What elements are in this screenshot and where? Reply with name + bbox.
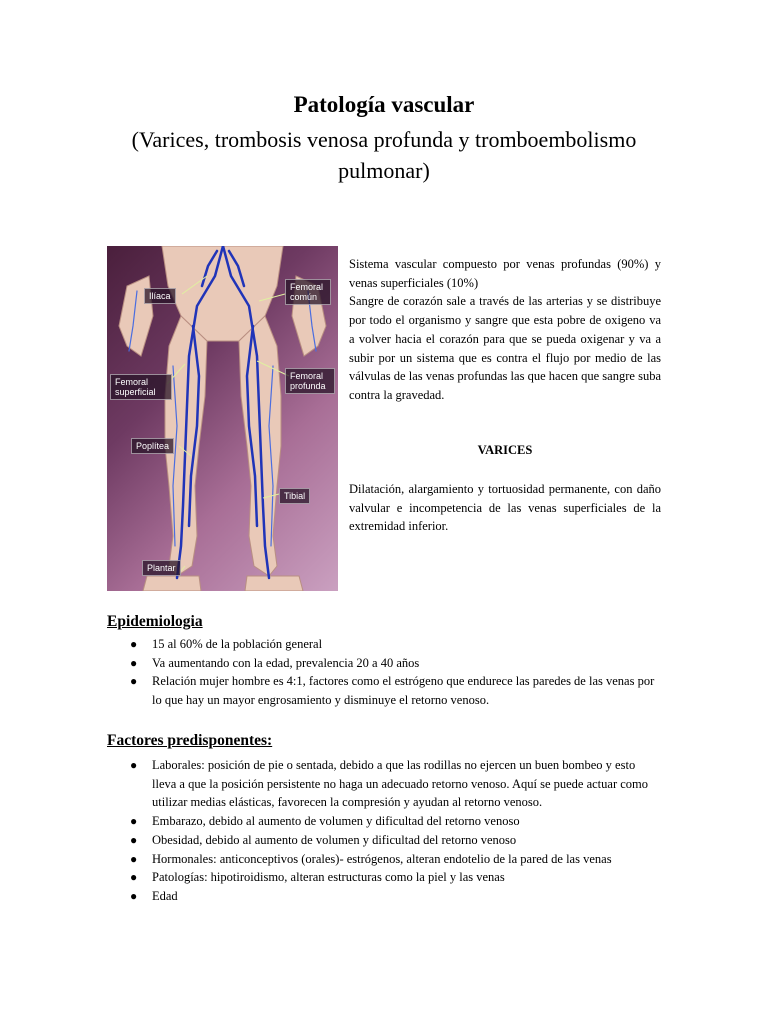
list-item: ● Va aumentando con la edad, prevalencia 20 a 40 años	[107, 654, 661, 673]
label-tibial: Tibial	[279, 488, 310, 504]
varices-definition: Dilatación, alargamiento y tortuosidad permanente, con daño valvular e incompetencia de las venas superficiales de la extremidad inferior.	[349, 482, 661, 534]
page-subtitle: (Varices, trombosis venosa profunda y tromboembolismo pulmonar)	[131, 127, 637, 183]
leg-veins-illustration	[107, 246, 338, 591]
bullet-icon: ●	[130, 637, 138, 651]
factores-heading: Factores predisponentes:	[107, 732, 273, 749]
list-item: ● 15 al 60% de la población general	[107, 635, 661, 654]
intro-text	[349, 255, 661, 405]
bullet-icon: ●	[130, 888, 138, 903]
bullet-icon: ●	[130, 870, 138, 885]
bullet-icon: ●	[130, 832, 138, 847]
bullet-icon: ●	[130, 851, 138, 866]
list-item: ● Embarazo, debido al aumento de volumen y dificultad del retorno venoso	[107, 812, 661, 831]
bullet-icon: ●	[130, 758, 138, 772]
varices-heading: VARICES	[477, 443, 533, 457]
label-plantar: Plantar	[142, 560, 181, 576]
list-item: ● Laborales: posición de pie o sentada, debido a que las rodillas no ejercen un buen bombeo y esto lleva a que la posición persistente no haga un adecuado retorno venoso. Aquí se puede actuar como utilizar medias elásticas, favorecen la compresión y ayudan al retorno venoso.	[130, 758, 649, 810]
list-item: ● Hormonales: anticonceptivos (orales)- estrógenos, alteran endotelio de la pared de las venas	[107, 850, 661, 869]
list-item: ● Relación mujer hombre es 4:1, factores como el estrógeno que endurece las paredes de las venas por lo que hay un mayor engrosamiento y disminuye el retorno venoso.	[130, 674, 655, 708]
label-femoral-superficial: Femoral superficial	[110, 374, 172, 400]
epidemiologia-list	[107, 635, 661, 710]
bullet-icon: ●	[130, 655, 138, 670]
bullet-icon: ●	[130, 814, 138, 829]
label-femoral-comun: Femoral común	[285, 279, 331, 305]
intro-paragraph-1: Sistema vascular compuesto por venas profundas (90%) y venas superficiales (10%)	[349, 257, 661, 290]
bullet-icon: ●	[130, 674, 138, 689]
label-poplitea: Poplítea	[131, 438, 174, 454]
label-femoral-profunda: Femoral profunda	[285, 368, 335, 394]
factores-list	[107, 756, 661, 906]
intro-paragraph-2: Sangre de corazón sale a través de las arterias y se distribuye por todo el organismo y sangre que esta pobre de oxigeno va a volver hacia el corazón para que se pueda oxigenar y va a subir por un sistema que es contra el flujo por medio de las válvulas de las venas profundas las que hacen que sangre suba contra la gravedad.	[349, 294, 661, 402]
list-item: ● Obesidad, debido al aumento de volumen y dificultad del retorno venoso	[107, 831, 661, 850]
list-item: ● Edad	[107, 887, 661, 906]
list-item: ● Patologías: hipotiroidismo, alteran estructuras como la piel y las venas	[107, 868, 661, 887]
page-title: Patología vascular	[293, 92, 475, 117]
label-iliaca: Ilíaca	[144, 288, 176, 304]
epidemiologia-heading: Epidemiologia	[107, 613, 203, 630]
